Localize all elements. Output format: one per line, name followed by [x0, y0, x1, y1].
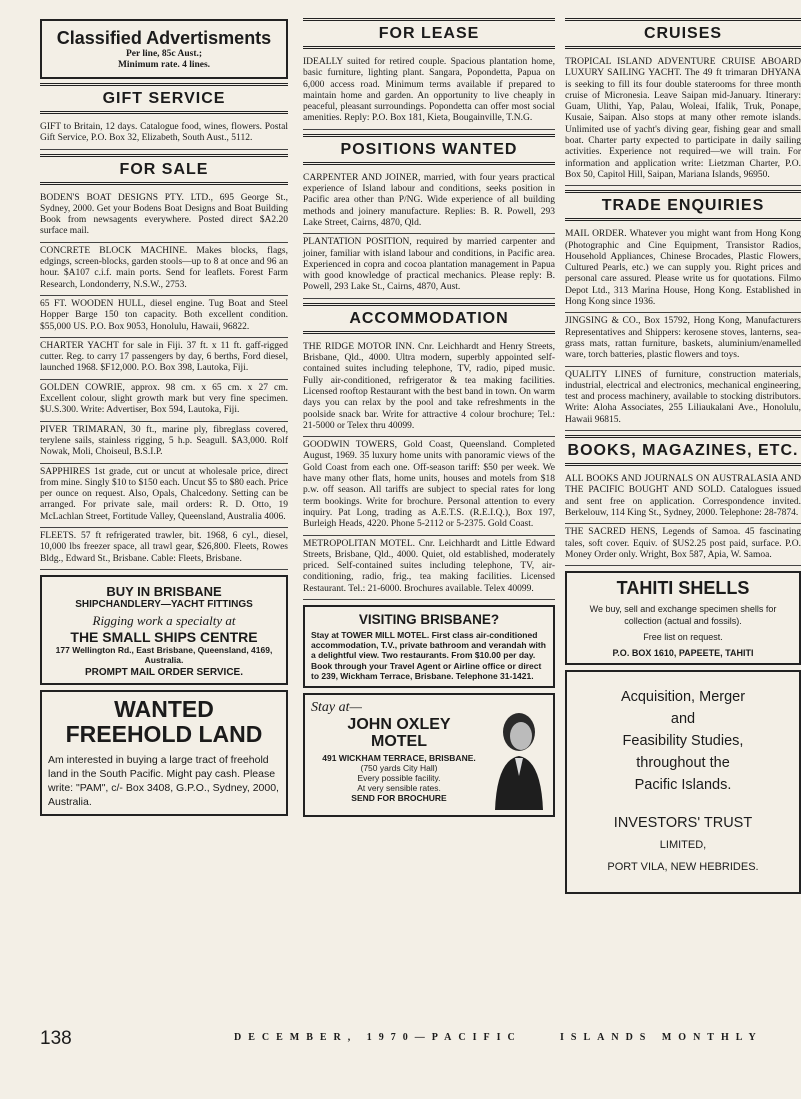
motel-address: 491 WICKHAM TERRACE, BRISBANE.	[322, 753, 476, 763]
classified-ad: CARPENTER AND JOINER, married, with four years practical experience of Island labour and conditions, seeks position in Pacific area other than P/NG. Wide experience of all building methods and joinery manufacture. Replies: B. R. Powell, 293 Lake Street, Cairns, 4870, Qld.	[303, 170, 555, 234]
investors-limited: LIMITED,	[659, 839, 707, 852]
tahiti-free: Free list on request.	[643, 632, 723, 643]
portrait-illustration	[487, 700, 547, 810]
brisbane-title: BUY IN BRISBANE	[106, 583, 222, 599]
visiting-title: VISITING BRISBANE?	[358, 611, 500, 627]
page-number: 138	[40, 1028, 72, 1049]
stay-at: Stay at—	[311, 700, 362, 715]
tahiti-title: TAHITI SHELLS	[616, 578, 750, 599]
john-oxley-motel-ad	[303, 693, 555, 817]
motel-name: JOHN OXLEY	[347, 716, 451, 733]
investors-line: and	[670, 711, 696, 728]
column-middle	[303, 14, 555, 817]
section-heading-for-lease: FOR LEASE	[303, 18, 555, 49]
section-heading-trade: TRADE ENQUIRIES	[565, 190, 801, 221]
brisbane-centre: THE SMALL SHIPS CENTRE	[70, 628, 258, 645]
investors-trust-ad	[565, 670, 801, 894]
wanted-title: WANTED	[114, 695, 214, 722]
footer-date: DECEMBER, 1970—PACIFIC	[234, 1032, 522, 1043]
classified-title: Classified Advertisments	[56, 28, 272, 48]
brisbane-address: 177 Wellington Rd., East Brisbane, Queensland, 4169, Australia.	[55, 644, 273, 665]
wanted-subtitle: FREEHOLD LAND	[65, 720, 263, 747]
classified-ad: JINGSING & CO., Box 15792, Hong Kong, Manufacturers Representatives and Shippers: kerosene stoves, lanterns, sea-grass mats, rattan furniture, baskets, aluminium/enamelled ware, torch batteries, plastic flowers and toys.	[565, 313, 801, 366]
column-right	[565, 14, 801, 894]
visiting-body: Stay at TOWER MILL MOTEL. First class air-conditioned accommodation, T.V., private bathroom and verandah with a delightful view. Two restaurants. From $10.00 per day. Book through your Travel Agent or Airline office or direct to 239, Wickham Terrace, Brisbane. Telephone 31-1421.	[311, 629, 546, 681]
brisbane-shipchandlery-ad	[40, 575, 288, 685]
motel-name-2: MOTEL	[371, 733, 427, 750]
wanted-land-ad	[40, 690, 288, 816]
classified-ad: THE SACRED HENS, Legends of Samoa. 45 fascinating tales, soft cover. Equiv. of $US2.25 post paid, surface. P.O. Money Order only. Wright, Box 587, Apia, W. Samoa.	[565, 524, 801, 566]
motel-distance: (750 yards City Hall)	[360, 763, 438, 773]
page-footer	[40, 1028, 796, 1048]
rate-line-2: Minimum rate. 4 lines.	[117, 60, 211, 70]
section-heading-gift: GIFT SERVICE	[40, 83, 288, 114]
tahiti-shells-ad	[565, 571, 801, 665]
visiting-brisbane-ad	[303, 605, 555, 688]
brisbane-rigging: Rigging work a specialty at	[92, 612, 236, 628]
investors-line: throughout the	[636, 755, 730, 772]
classified-ad: GOLDEN COWRIE, approx. 98 cm. x 65 cm. x 27 cm. Excellent colour, slight growth mark but very fine specimen. $U.S.300. Write: Advertiser, Box 594, Lautoka, Fiji.	[40, 380, 288, 422]
wanted-body: Am interested in buying a large tract of freehold land in the South Pacific. Might pay cash. Please write: "PAM", c/- Box 3408, G.P.O., Sydney, 2000, Australia.	[48, 753, 279, 808]
classified-ad: THE RIDGE MOTOR INN. Cnr. Leichhardt and Henry Streets, Brisbane, Qld., 4000. Ultra modern, superbly appointed self-contained suites including telephone, TV, radio, piped music. Fully air-conditioned, refrigerator & tea making facilities. Licensed rooftop Restaurant with the best band in town. On warm days you can relax by the pool and take refreshments in the poolside snack bar. Write for attractive 4 colour brochure; Tel.: 21-5000 or Telex thru 40099.	[303, 339, 555, 437]
classified-ad: QUALITY LINES of furniture, construction materials, industrial, electrical and electronics, mechanical engineering, test and process machinery, available to stocking distributors. Write: Aloha Associates, 255 Liliaukalani Ave., Honolulu, Hawaii 96815.	[565, 367, 801, 431]
classified-ad: PLANTATION POSITION, required by married carpenter and joiner, familiar with island labour and conditions, in Pacific area. Experienced in copra and cocoa plantation management in Papua with good knowledge of practical mechanics. Please reply: B. Powell, 293 Lake St., Cairns, 4870, Aust.	[303, 234, 555, 298]
rate-line-1: Per line, 85c Aust.;	[125, 49, 203, 59]
classified-ad: GOODWIN TOWERS, Gold Coast, Queensland. Completed August, 1969. 35 luxury home units with panoramic views of the Gold Coast from each one. Off-season tariff: $50 per week. We have many other flats, home units, houses and motels from $18 p.w. off season. All tariffs are subject to special rates for long term bookings. Write for brochure. Personal attention to every inquiry. Pat Long, trading as A.E.T.S. (R.E.I.Q.), Box 197, Burleigh Heads, 4220. Phone 5-2112 or 5-2375. Gold Coast.	[303, 437, 555, 535]
classified-ad: SAPPHIRES 1st grade, cut or uncut at wholesale price, direct from mine. Singly $10 to $150 each. Uncut $5 to $80 each. Price per ounce on request. Also, Opals, Chalcedony. Setting can be arranged. For private sale, mail orders: R. D. Otto, 19 McLachlan Street, Fortitude Valley, Queensland, Australia 4006.	[40, 464, 288, 528]
classified-ad: PIVER TRIMARAN, 30 ft., marine ply, fibreglass covered, terylene sails, stainless rigging, 5 h.p. Seagull. $A3,000. Rolf Nowak, Moli, Choiseul, B.S.I.P.	[40, 422, 288, 464]
tahiti-address: P.O. BOX 1610, PAPEETE, TAHITI	[612, 648, 754, 659]
section-heading-for-sale: FOR SALE	[40, 154, 288, 185]
classified-ad: GIFT to Britain, 12 days. Catalogue food, wines, flowers. Postal Gift Service, P.O. Box 32, Elizabeth, South Aust., 5112.	[40, 119, 288, 150]
section-heading-books: BOOKS, MAGAZINES, ETC.	[565, 435, 801, 466]
tahiti-body: We buy, sell and exchange specimen shells for collection (actual and fossils).	[589, 604, 777, 627]
classified-ad: CHARTER YACHT for sale in Fiji. 37 ft. x 11 ft. gaff-rigged cutter. Reg. to carry 17 passengers by day, 6 berths, Ford diesel, launched 1968. $F12,000. P.O. Box 398, Lautoka, Fiji.	[40, 338, 288, 380]
section-heading-accommodation: ACCOMMODATION	[303, 303, 555, 334]
classified-ad: CONCRETE BLOCK MACHINE. Makes blocks, flags, edgings, screen-blocks, garden stools—up to 8 at once and 96 an hour. $A107 c.i.f. main ports. Send for leaflets. Forest Farm Research, Londonderry, N.S.W., 2753.	[40, 243, 288, 296]
brisbane-mail: PROMPT MAIL ORDER SERVICE.	[85, 666, 243, 678]
classified-ad: BODEN'S BOAT DESIGNS PTY. LTD., 695 George St., Sydney, 2000. Get your Bodens Boat Designs and Boat Building Book from newsagents everywhere. Posted direct $A2.20 surface mail.	[40, 190, 288, 243]
classified-ad: IDEALLY suited for retired couple. Spacious plantation home, basic furniture, lighting plant. Sangara, Popondetta, Papua on 6,000 access road. Minimum terms available if prepared to maintain home and garden. An opportunity to live cheaply in peaceful, pleasant surroundings. Popondetta can offer most social amenities. Reply: P.O. Box 181, Kieta, Bougainville, T.N.G.	[303, 54, 555, 130]
motel-brochure: SEND FOR BROCHURE	[351, 793, 447, 803]
investors-line: Feasibility Studies,	[622, 733, 744, 750]
investors-company: INVESTORS' TRUST	[613, 815, 753, 832]
classified-ad: METROPOLITAN MOTEL. Cnr. Leichhardt and Little Edward Streets, Brisbane, Qld., 4000. Quiet, old established, moderately priced. Self-contained suites including telephone, TV, air-conditioning, radio, frig., tea making facilities. Licensed Restaurant. Tel.: 21-6000. Brochures available. Telex 40099.	[303, 536, 555, 600]
section-heading-cruises: CRUISES	[565, 18, 801, 49]
footer-magazine: ISLANDS MONTHLY	[560, 1032, 763, 1043]
investors-address: PORT VILA, NEW HEBRIDES.	[607, 861, 759, 874]
classified-header-box	[40, 19, 288, 79]
column-left	[40, 14, 288, 816]
motel-facility: Every possible facility.	[357, 773, 441, 783]
brisbane-subtitle: SHIPCHANDLERY—YACHT FITTINGS	[75, 598, 253, 610]
section-heading-positions: POSITIONS WANTED	[303, 134, 555, 165]
investors-line: Acquisition, Merger	[620, 689, 746, 706]
classified-ad: MAIL ORDER. Whatever you might want from Hong Kong (Photographic and Cine Equipment, Transistor Radios, Household Appliances, Chinese Brocades, Plastic Flowers, Cultured Pearls, etc.) we can supply you. Right prices and personal care assured. Please write us for quotations. Filmo Depot Ltd., 313 Marina House, Hong Kong. Established in Hong Kong since 1936.	[565, 226, 801, 313]
classified-ad: ALL BOOKS AND JOURNALS ON AUSTRALASIA AND THE PACIFIC BOUGHT AND SOLD. Catalogues issued and sent free on application. Correspondence invited. Berkelouw, 114 King St., Sydney, 2000. Telephone: 28-7874.	[565, 471, 801, 524]
classified-ad: FLEETS. 57 ft refrigerated trawler, bit. 1968, 6 cyl., diesel, 10,000 lbs freezer space, all trawl gear, $26,800. Fleets, Rowes Bldg., Edward St., Brisbane. Cable: Fleets, Brisbane.	[40, 528, 288, 570]
investors-line: Pacific Islands.	[634, 777, 732, 794]
classified-ad: 65 FT. WOODEN HULL, diesel engine. Tug Boat and Steel Hopper Barge 150 ton capacity. Both excellent condition. $55,000 US. P.O. Box 9053, Honolulu, Hawaii, 96822.	[40, 296, 288, 338]
classified-ad: TROPICAL ISLAND ADVENTURE CRUISE ABOARD LUXURY SAILING YACHT. The 49 ft trimaran DHYANA is seeking to fill its four double staterooms for three month cruise of Micronesia. Leave Saipan mid-January. Itinerary: Guam, Ulithi, Yap, Palau, Woleai, Ifalik, Truk, Ponape, Kusaie, Saipan. Also stops at many other remote islands. Unlimited use of yacht's diving gear, fishing gear and small boat. Charter party expected to participate in daily sailing activities. Experience not required—we will train. For information and application write: Lietzman Charter, P.O. Box 50, Capitol Hill, Saipan, Mariana Islands, 96950.	[565, 54, 801, 186]
motel-rates: At very sensible rates.	[357, 783, 441, 793]
